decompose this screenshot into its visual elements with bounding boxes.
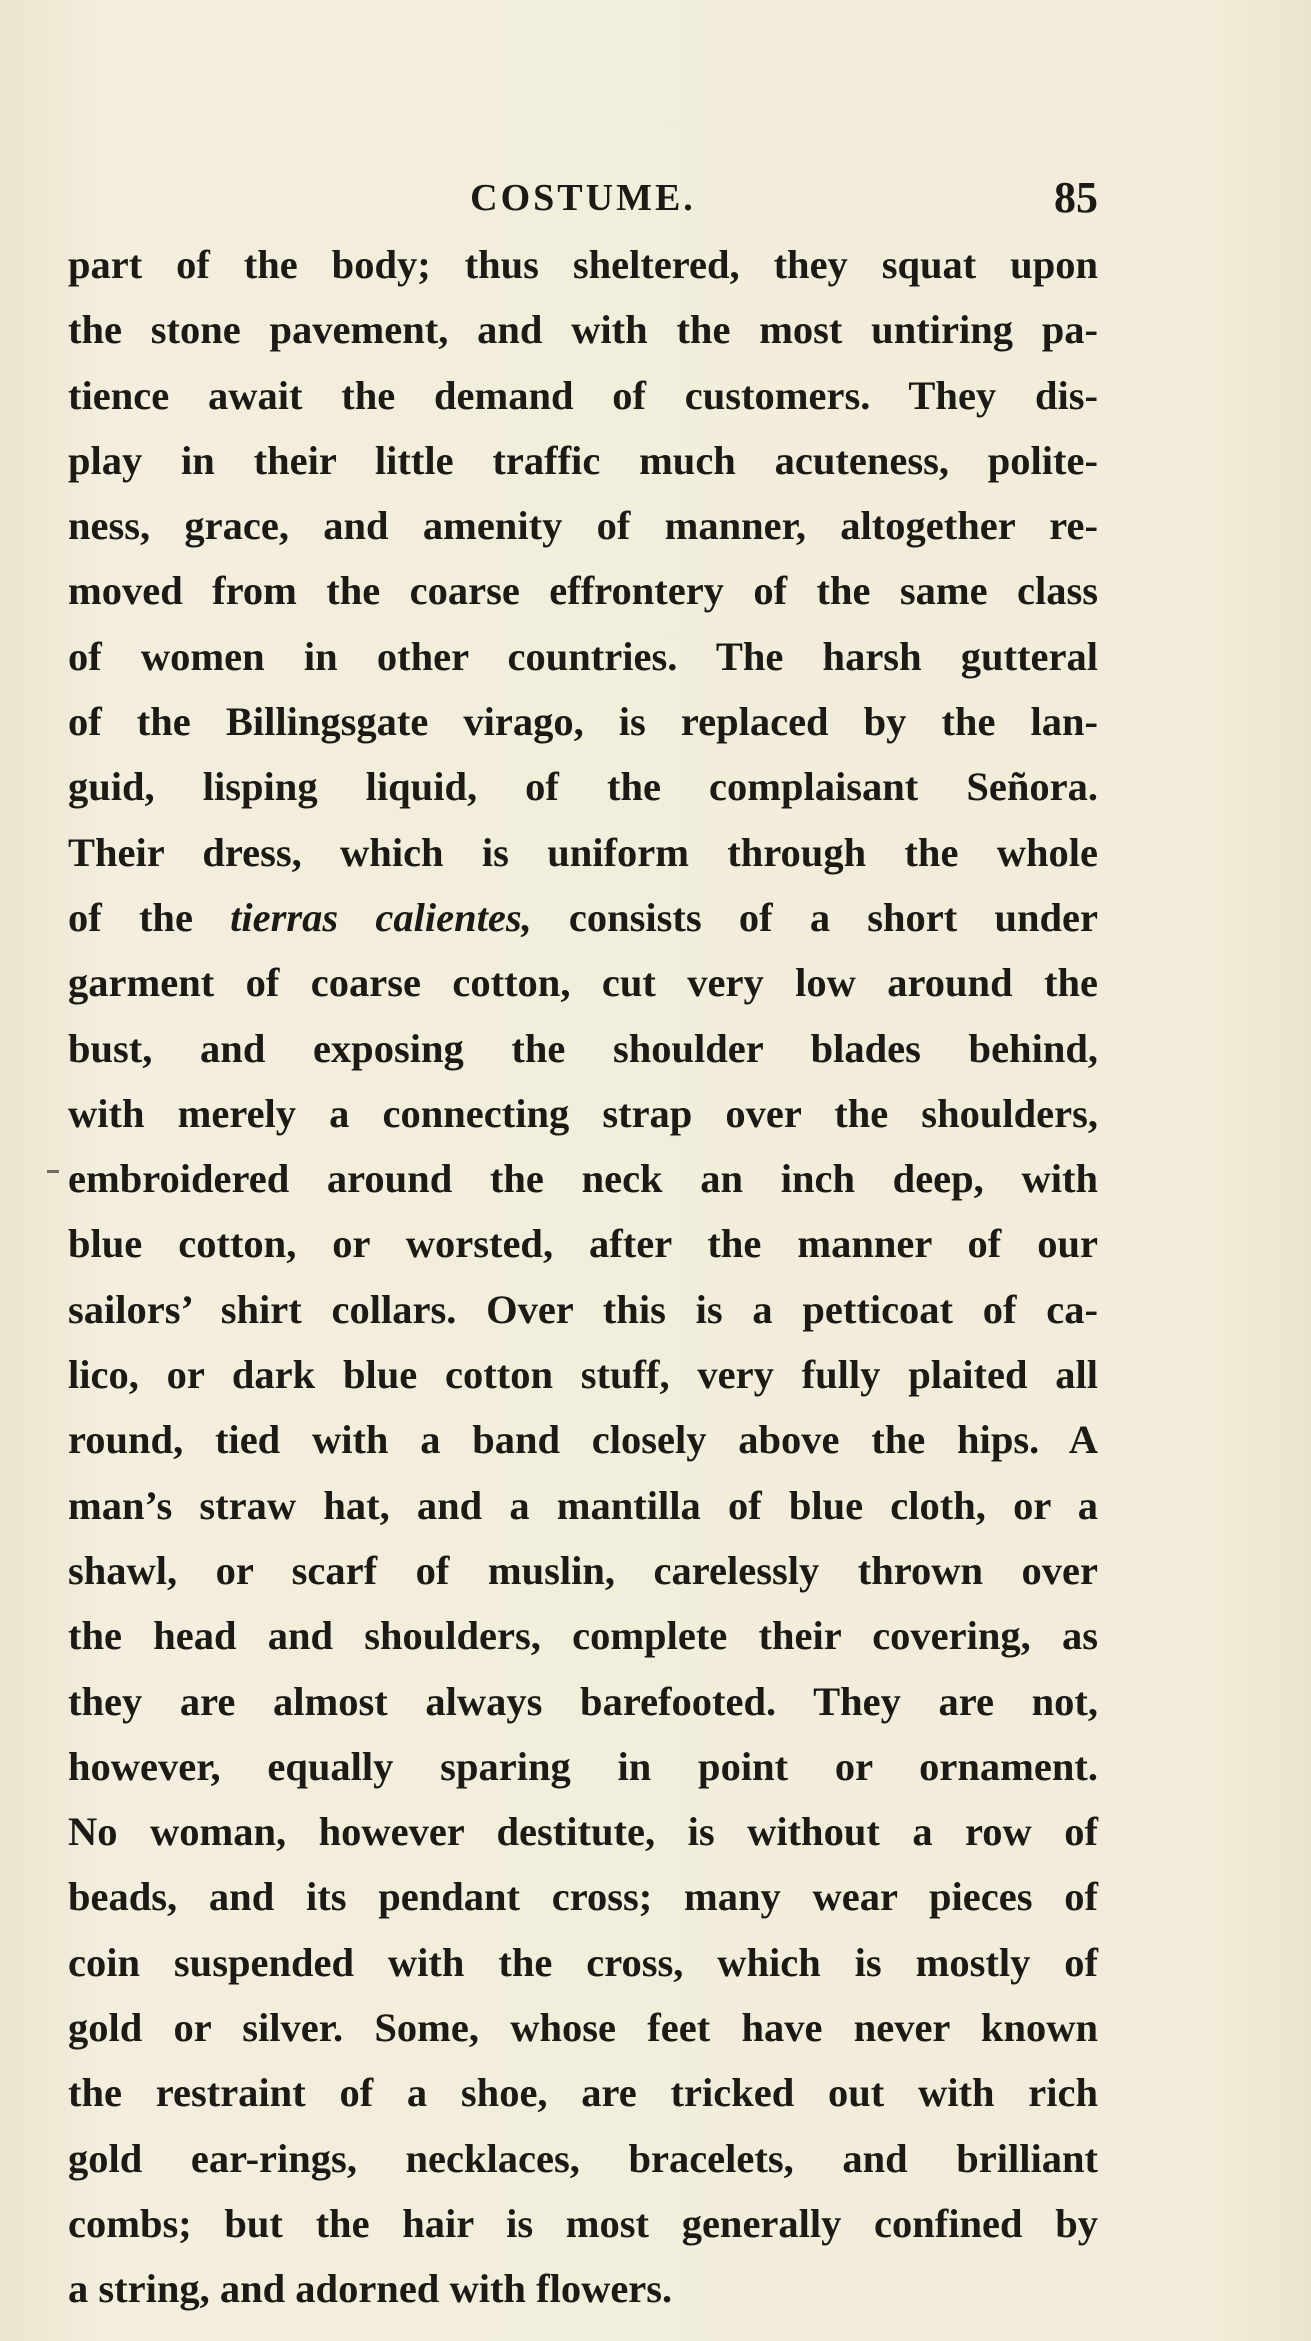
text-line: bust, and exposing the shoulder blades behind,	[68, 1025, 1098, 1071]
text-line: the head and shoulders, complete their covering, as	[68, 1613, 1098, 1659]
text-line: they are almost always barefooted. They are not,	[68, 1678, 1098, 1724]
text-line: gold or silver. Some, whose feet have never known	[68, 2005, 1098, 2051]
italic-phrase: tierras calientes,	[230, 894, 532, 940]
text-line: ness, grace, and amenity of manner, altogether re-	[68, 503, 1098, 549]
text-line: the stone pavement, and with the most untiring pa-	[68, 307, 1098, 353]
text-line: blue cotton, or worsted, after the manner of our	[68, 1221, 1098, 1267]
text-line: coin suspended with the cross, which is mostly of	[68, 1939, 1098, 1985]
page-number: 85	[1054, 173, 1098, 222]
text-line: gold ear-rings, necklaces, bracelets, and brilliant	[68, 2135, 1098, 2181]
text-line: garment of coarse cotton, cut very low around the	[68, 960, 1098, 1006]
text-line: of the Billingsgate virago, is replaced by the lan-	[68, 699, 1098, 745]
text-line-last: a string, and adorned with flowers.	[68, 2266, 673, 2312]
text-line: the restraint of a shoe, are tricked out with rich	[68, 2070, 1098, 2116]
text-line: guid, lisping liquid, of the complaisant Señora.	[68, 764, 1098, 810]
text-line: sailors’ shirt collars. Over this is a petticoat of ca-	[68, 1286, 1098, 1332]
text-line: man’s straw hat, and a mantilla of blue cloth, or a	[68, 1482, 1098, 1528]
running-head: COSTUME.	[470, 177, 696, 219]
text-line: No woman, however destitute, is without a row of	[68, 1809, 1098, 1855]
text-line: moved from the coarse effrontery of the same class	[68, 568, 1098, 614]
margin-ink-mark	[47, 1170, 59, 1173]
text-line: however, equally sparing in point or ornament.	[68, 1743, 1098, 1789]
text-line: tience await the demand of customers. They dis-	[68, 372, 1098, 418]
text-line: combs; but the hair is most generally confined by	[68, 2200, 1098, 2246]
line-end: consists of a short under	[531, 894, 1098, 940]
text-line: of women in other countries. The harsh gutteral	[68, 633, 1098, 679]
text-line: part of the body; thus sheltered, they squat upon	[68, 242, 1098, 287]
page-header	[68, 172, 1098, 232]
text-line: Their dress, which is uniform through the whole	[68, 829, 1098, 875]
text-line: play in their little traffic much acuteness, polite-	[68, 437, 1098, 483]
text-line: embroidered around the neck an inch deep, with	[68, 1156, 1098, 1202]
text-line: lico, or dark blue cotton stuff, very fully plaited all	[68, 1352, 1098, 1398]
line-start: of the	[68, 894, 231, 940]
body-text	[68, 232, 1098, 2322]
text-line: beads, and its pendant cross; many wear pieces of	[68, 1874, 1098, 1920]
text-line: with merely a connecting strap over the shoulders,	[68, 1090, 1098, 1136]
text-line: shawl, or scarf of muslin, carelessly thrown over	[68, 1547, 1098, 1593]
text-line-with-italic	[68, 885, 1098, 950]
text-line: round, tied with a band closely above the hips. A	[68, 1417, 1098, 1463]
